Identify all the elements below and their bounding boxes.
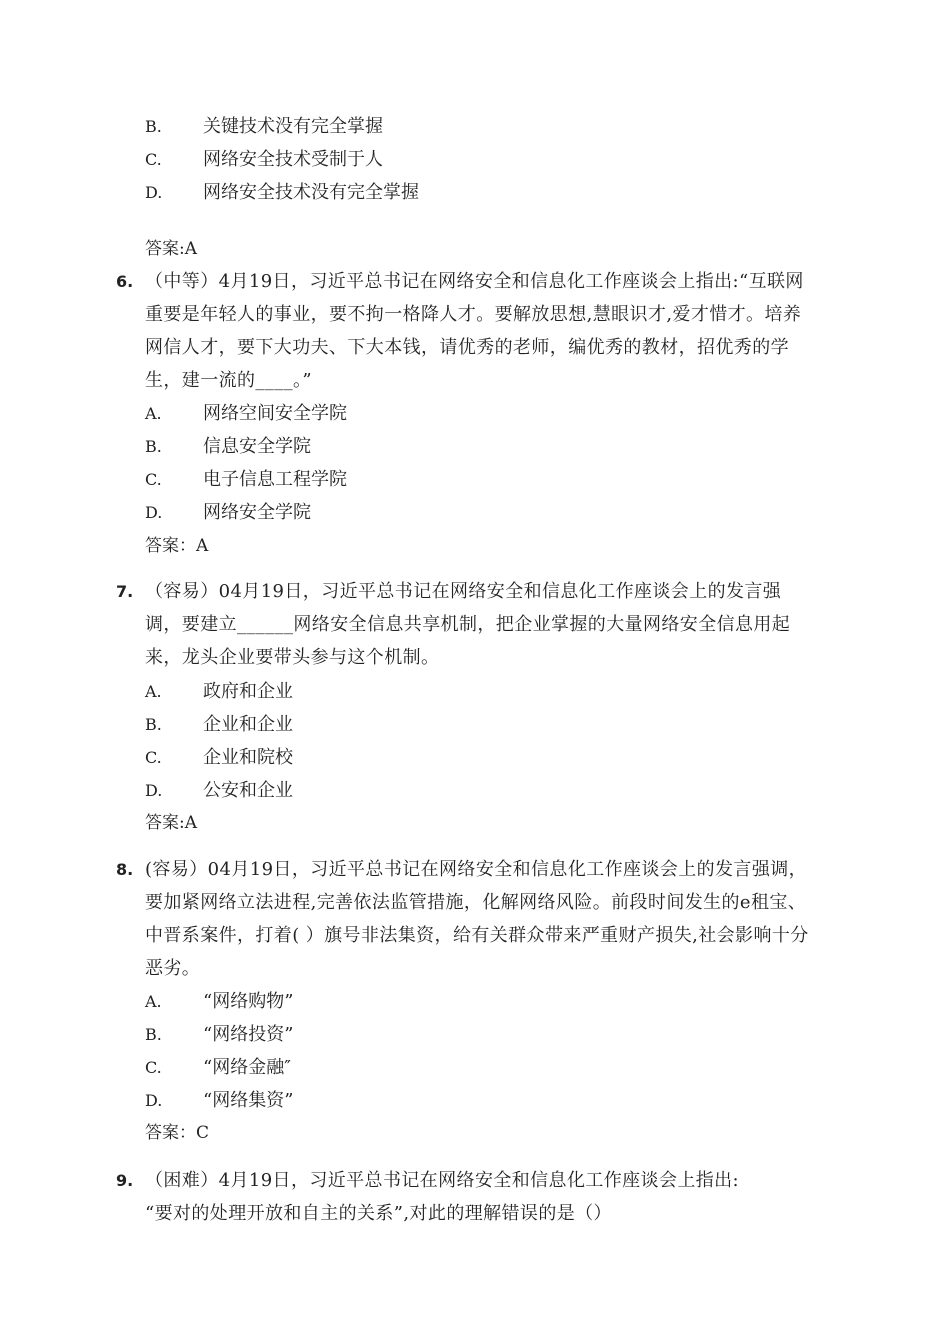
option-text: 企业和院校	[203, 747, 293, 768]
option-letter: B.	[145, 437, 162, 456]
question-stem-line-2: “要对的处理开放和自主的关系”,对此的理解错误的是（）	[145, 1203, 612, 1224]
q5-option-c	[145, 143, 383, 176]
q5-option-b	[145, 110, 383, 143]
q5-option-d	[145, 176, 419, 209]
option-letter: B.	[145, 1025, 162, 1044]
option-letter: D.	[145, 781, 163, 800]
q6-option-d	[145, 496, 311, 529]
q7-option-c	[145, 741, 293, 774]
option-letter: B.	[145, 715, 162, 734]
option-text: “网络购物”	[203, 991, 294, 1012]
q7-option-d	[145, 774, 293, 807]
option-letter: D.	[145, 503, 163, 522]
option-text: 网络空间安全学院	[203, 403, 347, 424]
option-letter: A.	[145, 682, 162, 701]
q6-answer: 答案：A	[145, 536, 209, 556]
option-text: 电子信息工程学院	[203, 469, 347, 490]
q6-option-a	[145, 397, 347, 430]
question-number: 8.	[116, 860, 134, 879]
option-letter: D.	[145, 1091, 163, 1110]
option-text: 网络安全技术没有完全掌握	[203, 182, 419, 203]
q7-option-a	[145, 675, 293, 708]
q5-answer: 答案:A	[145, 239, 198, 259]
option-text: 网络安全学院	[203, 502, 311, 523]
option-text: 网络安全技术受制于人	[203, 149, 383, 170]
option-letter: B.	[145, 117, 162, 136]
option-text: 政府和企业	[203, 681, 293, 702]
option-text: “网络金融″	[203, 1057, 291, 1078]
q6-option-c	[145, 463, 347, 496]
question-number: 6.	[116, 272, 134, 291]
question-stem: （中等）4月19日，习近平总书记在网络安全和信息化工作座谈会上指出:“互联网重要是年轻人的事业，要不拘一格降人才。要解放思想,慧眼识才,爱才惜才。培养网信人才，要下大功夫、下大本钱，请优秀的老师，编优秀的教材，招优秀的学生，建一流的____。”	[145, 271, 804, 391]
question-stem: （容易）04月19日，习近平总书记在网络安全和信息化工作座谈会上的发言强调，要建立______网络安全信息共享机制，把企业掌握的大量网络安全信息用起来，龙头企业要带头参与这个机制。	[145, 581, 791, 668]
q8-option-b	[145, 1018, 293, 1051]
q8-option-d	[145, 1084, 293, 1117]
q6-option-b	[145, 430, 311, 463]
q8-option-c	[145, 1051, 291, 1084]
question-stem: (容易）04月19日，习近平总书记在网络安全和信息化工作座谈会上的发言强调，要加紧网络立法进程,完善依法监管措施，化解网络风险。前段时间发生的e租宝、中晋系案件，打着( ）旗号非法集资，给有关群众带来严重财产损失,社会影响十分恶劣。	[145, 859, 809, 979]
option-letter: A.	[145, 992, 162, 1011]
q8-option-a	[145, 985, 293, 1018]
q7-option-b	[145, 708, 293, 741]
option-letter: C.	[145, 150, 162, 169]
option-text: 企业和企业	[203, 714, 293, 735]
option-text: “网络投资”	[203, 1024, 294, 1045]
q7-answer: 答案:A	[145, 813, 198, 833]
option-text: 关键技术没有完全掌握	[203, 116, 383, 137]
question-stem-line-1: （困难）4月19日，习近平总书记在网络安全和信息化工作座谈会上指出:	[145, 1170, 740, 1191]
option-letter: A.	[145, 404, 162, 423]
option-text: 信息安全学院	[203, 436, 311, 457]
option-text: 公安和企业	[203, 780, 293, 801]
option-letter: D.	[145, 183, 163, 202]
question-number: 9.	[116, 1171, 134, 1190]
option-text: “网络集资”	[203, 1090, 294, 1111]
q8-answer: 答案：C	[145, 1123, 210, 1143]
question-number: 7.	[116, 582, 134, 601]
option-letter: C.	[145, 748, 162, 767]
option-letter: C.	[145, 1058, 162, 1077]
option-letter: C.	[145, 470, 162, 489]
